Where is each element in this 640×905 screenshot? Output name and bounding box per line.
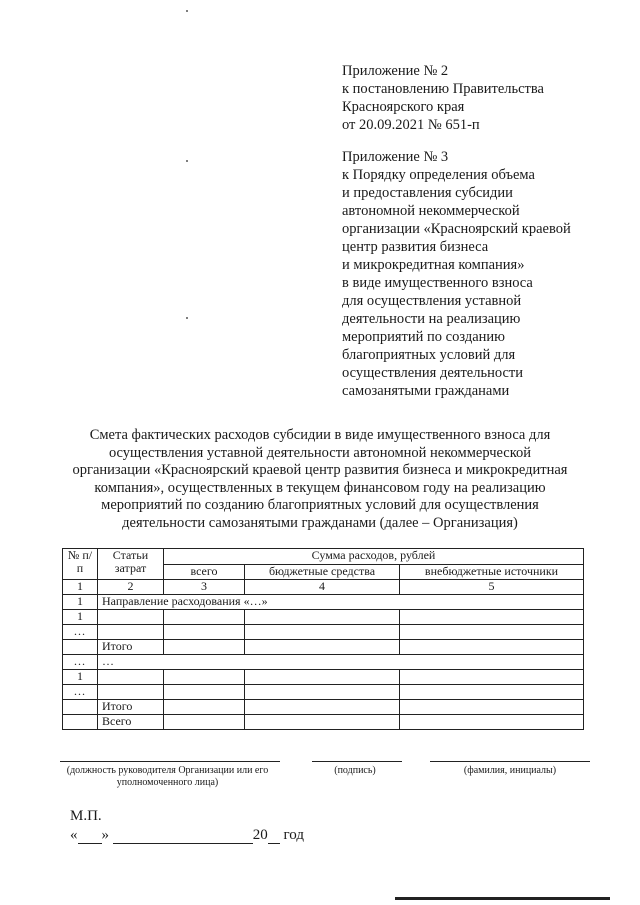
table-row (63, 595, 584, 610)
document-title (70, 427, 570, 532)
table-row (63, 715, 584, 730)
table-cell (164, 610, 245, 625)
row-dots: … (98, 655, 584, 670)
table-cell (245, 625, 400, 640)
row-direction-text: Направление расходования «…» (98, 595, 584, 610)
table-cell (400, 670, 584, 685)
row-itogo: Итого (98, 700, 164, 715)
table-cell (98, 625, 164, 640)
row-num: … (63, 655, 98, 670)
row-num: … (63, 625, 98, 640)
appendix-line: для осуществления уставной (342, 293, 522, 309)
appendix-line: Красноярского края (342, 99, 465, 115)
table-cell (164, 715, 245, 730)
month-blank (113, 829, 253, 844)
table-cell (245, 685, 400, 700)
signature-line-signature (312, 761, 402, 762)
table-cell (164, 640, 245, 655)
appendix-line: деятельности на реализацию (342, 311, 521, 327)
table-row (63, 700, 584, 715)
header-extrabudget: внебюджетные источники (400, 564, 584, 580)
quote-close: » (101, 827, 109, 843)
table-cell (245, 715, 400, 730)
appendix-line: Приложение № 2 (342, 63, 449, 79)
col-number: 5 (400, 580, 584, 595)
header-articles: Статьи затрат (98, 549, 164, 580)
appendix-line: осуществления деятельности (342, 365, 523, 381)
year-blank (268, 829, 280, 844)
table-row (63, 655, 584, 670)
col-number: 2 (98, 580, 164, 595)
row-num (63, 715, 98, 730)
table-cell (164, 670, 245, 685)
appendix-line: организации «Красноярский краевой (342, 221, 571, 237)
title-line: деятельности самозанятыми гражданами (далее – Организация) (122, 514, 518, 531)
signature-line-position (60, 761, 280, 762)
appendix-2-header (342, 62, 544, 134)
row-vsego: Всего (98, 715, 164, 730)
title-line: мероприятий по созданию благоприятных условий для осуществления (101, 497, 539, 513)
row-num (63, 700, 98, 715)
table-cell (245, 640, 400, 655)
table-row (63, 685, 584, 700)
table-cell (98, 685, 164, 700)
row-num: 1 (63, 670, 98, 685)
year-prefix: 20 (252, 827, 268, 843)
table-row (63, 670, 584, 685)
col-number: 1 (63, 580, 98, 595)
table-cell (98, 670, 164, 685)
appendix-line: мероприятий по созданию (342, 329, 505, 345)
table-cell (400, 700, 584, 715)
table-cell (400, 685, 584, 700)
expense-estimate-table (62, 548, 584, 730)
row-num: … (63, 685, 98, 700)
appendix-line: центр развития бизнеса (342, 239, 489, 255)
row-num (63, 640, 98, 655)
row-num: 1 (63, 595, 98, 610)
title-line: организации «Красноярский краевой центр развития бизнеса и микрокредитная (72, 462, 568, 478)
col-number: 4 (245, 580, 400, 595)
row-num: 1 (63, 610, 98, 625)
column-number-row (63, 580, 584, 595)
title-line: Смета фактических расходов субсидии в виде имущественного взноса для (89, 427, 551, 443)
appendix-line: от 20.09.2021 № 651-п (342, 117, 480, 133)
day-blank (78, 829, 102, 844)
signature-line-name (430, 761, 590, 762)
title-line: компания», осуществленных в текущем финансовом году на реализацию (94, 479, 546, 496)
table-cell (98, 610, 164, 625)
date-line (70, 827, 304, 844)
appendix-line: автономной некоммерческой (342, 203, 520, 219)
table-cell (245, 670, 400, 685)
table-cell (400, 610, 584, 625)
scan-speck (186, 10, 188, 12)
table-cell (245, 700, 400, 715)
table-row (63, 625, 584, 640)
appendix-line: и микрокредитная компания» (342, 257, 525, 273)
appendix-line: Приложение № 3 (342, 149, 449, 165)
position-caption: (должность руководителя Организации или его уполномоченного лица) (66, 765, 269, 788)
header-budget: бюджетные средства (245, 564, 400, 580)
table-cell (400, 640, 584, 655)
quote-open: « (70, 827, 78, 843)
appendix-line: в виде имущественного взноса (342, 275, 533, 291)
appendix-line: к Порядку определения объема (342, 167, 535, 183)
appendix-line: и предоставления субсидии (342, 185, 513, 201)
table-cell (164, 685, 245, 700)
table-cell (245, 610, 400, 625)
appendix-3-header (342, 148, 571, 400)
appendix-line: к постановлению Правительства (342, 81, 544, 97)
appendix-line: благоприятных условий для (342, 347, 516, 363)
signature-caption: (подпись) (334, 765, 376, 776)
header-total: всего (164, 564, 245, 580)
table-header-row (63, 549, 584, 565)
table-cell (400, 715, 584, 730)
appendix-line: самозанятыми гражданами (342, 383, 510, 399)
table-cell (164, 625, 245, 640)
scan-speck (186, 160, 188, 162)
table-row (63, 640, 584, 655)
title-line: осуществления уставной деятельности автономной некоммерческой (108, 444, 532, 461)
header-sum: Сумма расходов, рублей (164, 549, 584, 565)
table-row (63, 610, 584, 625)
name-caption: (фамилия, инициалы) (463, 765, 557, 776)
bottom-rule (395, 897, 610, 900)
col-number: 3 (164, 580, 245, 595)
header-num: № п/п (63, 549, 98, 580)
table-cell (400, 625, 584, 640)
stamp-place-label: М.П. (70, 808, 102, 824)
row-itogo: Итого (98, 640, 164, 655)
table-cell (164, 700, 245, 715)
year-suffix: год (279, 827, 304, 843)
scan-speck (186, 317, 188, 319)
